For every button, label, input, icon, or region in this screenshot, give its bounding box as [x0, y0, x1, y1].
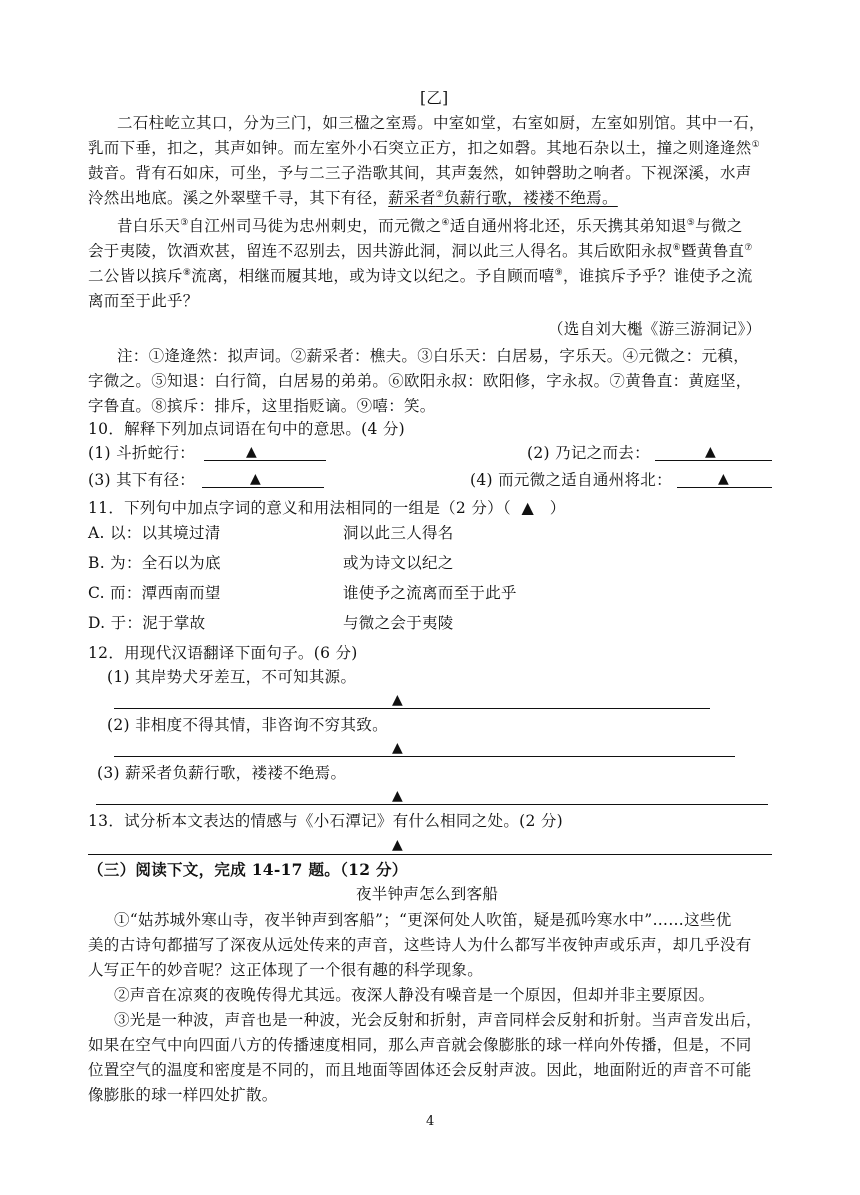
- answer-mark: ▲: [250, 471, 261, 487]
- passage-source: （选自刘大櫆《游三游洞记》）: [548, 320, 762, 338]
- passage-line: 离而至于此乎？: [88, 292, 199, 310]
- q11-option-c-right: 谁使予之流离而至于此乎: [343, 584, 517, 602]
- q11-option-a-left: A. 以：以其境过清: [88, 524, 221, 542]
- answer-mark: ▲: [705, 444, 716, 460]
- q10-item-1: (1) 斗折蛇行：: [88, 444, 196, 462]
- answer-line[interactable]: [114, 708, 710, 709]
- answer-line[interactable]: [88, 854, 772, 855]
- article-line: 位置空气的温度和密度是不同的，而且地面等固体还会反射声波。因此，地面附近的声音不可能: [88, 1061, 752, 1079]
- q10-item-2: (2) 乃记之而去：: [527, 444, 650, 462]
- article-line: ②声音在凉爽的夜晚传得尤其远。夜深人静没有噪音是一个原因，但却并非主要原因。: [114, 986, 715, 1004]
- passage-line: 昔白乐天③自江州司马徙为忠州刺史，而元微之④适自通州将北还，乐天携其弟知退⑤与微之: [117, 217, 743, 235]
- part3-heading: （三）阅读下文，完成 14-17 题。（12 分）: [88, 860, 408, 879]
- notes-line: 注：①逄逄然：拟声词。②薪采者：樵夫。③白乐天：白居易，字乐天。④元微之：元稹，: [117, 347, 750, 365]
- q12-item-1: (1) 其岸势犬牙差互，不可知其源。: [107, 668, 357, 686]
- passage-line: 泠然出地底。溪之外翠壁千寻，其下有径，薪采者②负薪行歌，褛褛不绝焉。: [88, 189, 618, 207]
- passage-line: 鼓音。背有石如床，可坐，予与二三子浩歌其间，其声轰然，如钟磬助之响者。下视深溪，水声: [88, 164, 752, 182]
- answer-blank[interactable]: [655, 460, 772, 461]
- article-line: 人写正午的妙音呢？这正体现了一个很有趣的科学现象。: [88, 961, 484, 979]
- answer-line[interactable]: [114, 756, 735, 757]
- q11-option-a-right: 洞以此三人得名: [343, 524, 454, 542]
- answer-mark: ▲: [392, 692, 403, 708]
- answer-blank[interactable]: [204, 460, 326, 461]
- page-number: 4: [426, 1114, 435, 1129]
- answer-mark: ▲: [392, 788, 403, 804]
- article-line: ①“姑苏城外寒山寺，夜半钟声到客船”；“更深何处人吹笛，疑是孤吟寒水中”……这些优: [114, 911, 732, 929]
- passage-line: 二公皆以摈斥⑧流离，相继而履其地，或为诗文以纪之。予自顾而嘻⑨，谁摈斥予乎？谁使予之流: [88, 267, 753, 285]
- answer-line[interactable]: [96, 804, 768, 805]
- answer-mark: ▲: [718, 471, 729, 487]
- passage-line: 二石柱屹立其口，分为三门，如三楹之室焉。中室如堂，右室如厨，左室如别馆。其中一石，: [117, 114, 765, 132]
- q10-item-3: (3) 其下有径：: [88, 471, 196, 489]
- answer-blank[interactable]: [677, 487, 772, 488]
- notes-line: 字微之。⑤知退：白行简，白居易的弟弟。⑥欧阳永叔：欧阳修，字永叔。⑦黄鲁直：黄庭坚，: [88, 372, 752, 390]
- q13-stem: 13．试分析本文表达的情感与《小石潭记》有什么相同之处。(2 分): [88, 812, 564, 830]
- q12-stem: 12．用现代汉语翻译下面句子。(6 分): [88, 644, 358, 662]
- answer-mark: ▲: [521, 498, 535, 517]
- answer-blank[interactable]: [202, 487, 324, 488]
- passage-line: 乳而下垂，扣之，其声如钟。而左室外小石突立正方，扣之如磬。其地石杂以土，撞之则逄逄然①: [88, 139, 760, 157]
- q11-option-d-right: 与微之会于夷陵: [343, 614, 454, 632]
- answer-mark: ▲: [246, 444, 257, 460]
- article-line: 像膨胀的球一样四处扩散。: [88, 1086, 278, 1104]
- section-heading-yi: [乙]: [420, 89, 449, 107]
- q11-option-c-left: C. 而：潭西南而望: [88, 584, 221, 602]
- q12-item-2: (2) 非相度不得其情，非咨询不穷其致。: [107, 716, 388, 734]
- article-line: 如果在空气中向四面八方的传播速度相同，那么声音就会像膨胀的球一样向外传播，但是，不同: [88, 1036, 752, 1054]
- answer-mark: ▲: [392, 837, 403, 853]
- q10-stem: 10．解释下列加点词语在句中的意思。(4 分): [88, 420, 406, 438]
- q11-option-b-left: B. 为：全石以为底: [88, 554, 221, 572]
- answer-mark: ▲: [392, 740, 403, 756]
- q11-stem: 11．下列句中加点字词的意义和用法相同的一组是（2 分）（ ▲ ）: [88, 498, 566, 517]
- article-line: 美的古诗句都描写了深夜从远处传来的声音，这些诗人为什么都写半夜钟声或乐声，却几乎没有: [88, 936, 752, 954]
- q11-option-d-left: D. 于：泥于掌故: [88, 614, 206, 632]
- passage-line: 会于夷陵，饮酒欢甚，留连不忍别去，因共游此洞，洞以此三人得名。其后欧阳永叔⑥暨黄鲁直⑦: [88, 242, 753, 260]
- q10-item-4: (4) 而元微之适自通州将北：: [470, 471, 672, 489]
- notes-line: 字鲁直。⑧摈斥：排斥，这里指贬谪。⑨嘻：笑。: [88, 397, 436, 415]
- article-line: ③光是一种波，声音也是一种波，光会反射和折射，声音同样会反射和折射。当声音发出后，: [114, 1011, 762, 1029]
- article-title: 夜半钟声怎么到客船: [356, 885, 499, 903]
- q12-item-3: (3) 薪采者负薪行歌，褛褛不绝焉。: [97, 764, 347, 782]
- q11-option-b-right: 或为诗文以纪之: [343, 554, 454, 572]
